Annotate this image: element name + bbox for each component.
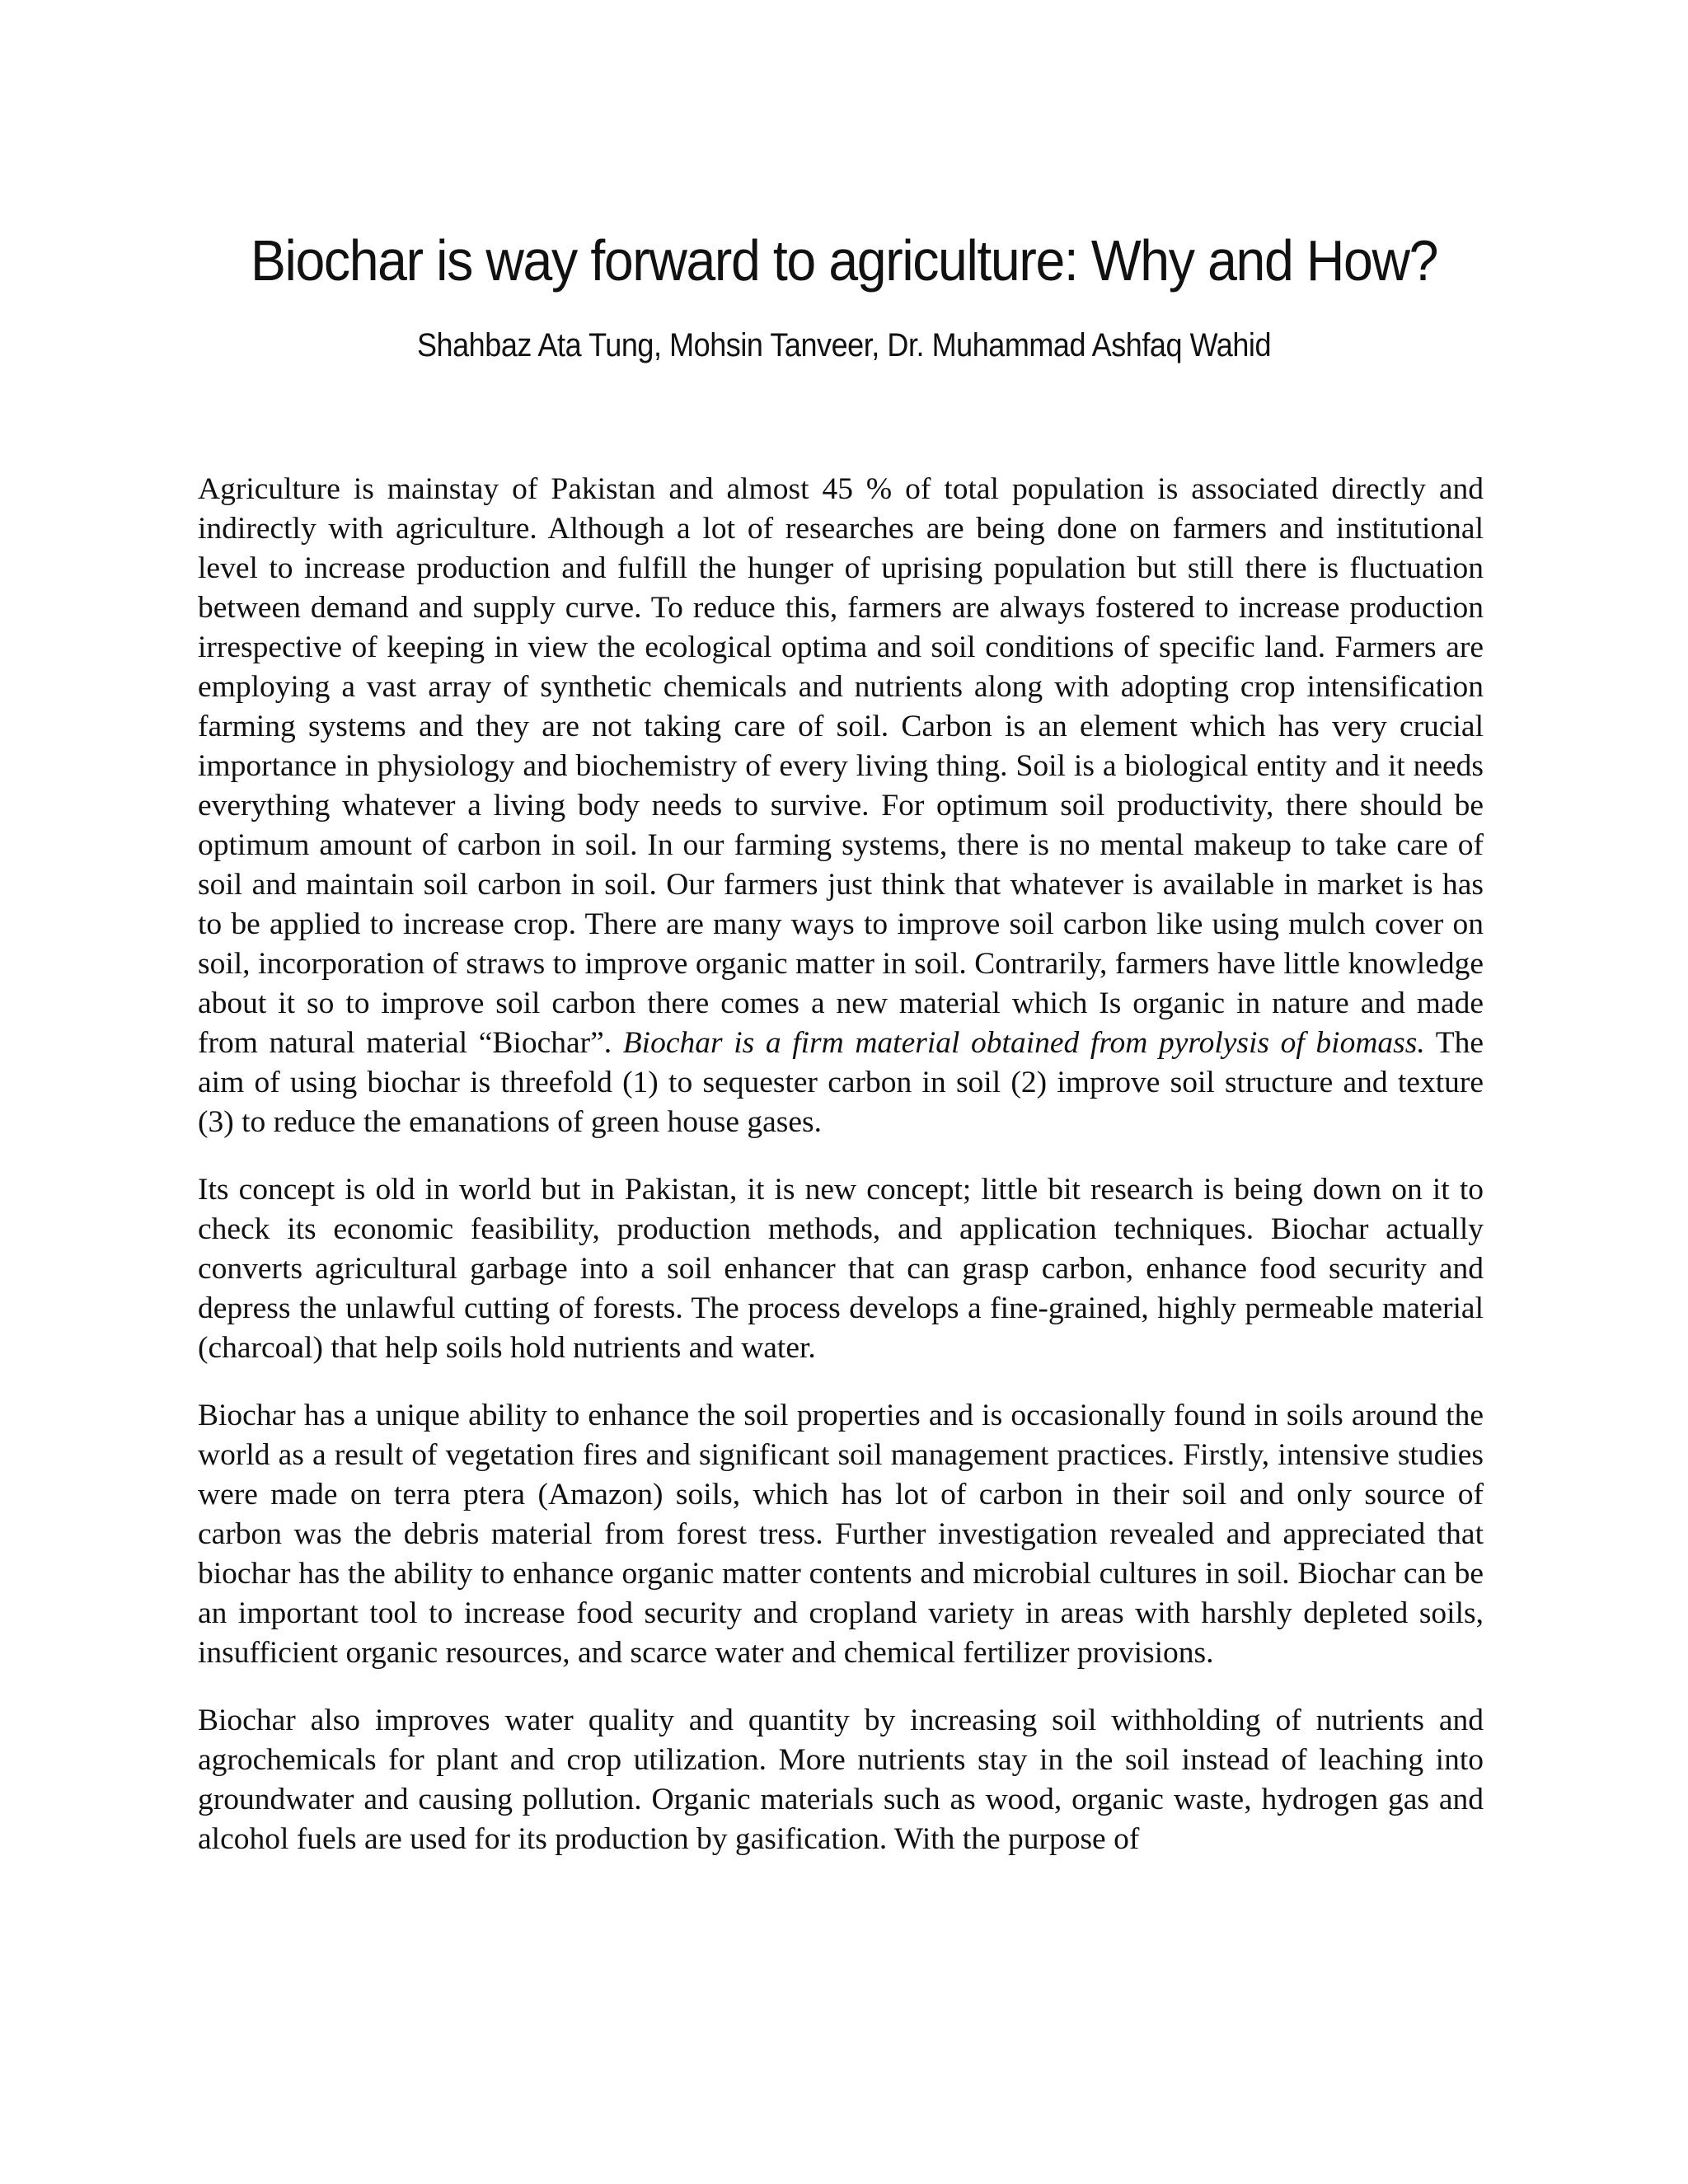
document-title: Biochar is way forward to agriculture: Why and How? [250, 228, 1438, 293]
paragraph-4: Biochar also improves water quality and quantity by increasing soil withholding of nutrients and agrochemicals for plant and crop utilization. More nutrients stay in the soil instead of leaching into groundwater and causing pollution. Organic materials such as wood, organic waste, hydrogen gas and alcohol fuels are used for its production by gasification. With the purpose of [198, 1704, 1484, 1856]
paragraph-1-definition: Biochar is a firm material obtained from pyrolysis of biomass. [622, 1026, 1425, 1060]
author-list: Shahbaz Ata Tung, Mohsin Tanveer, Dr. Muhammad Ashfaq Wahid [416, 327, 1272, 363]
paragraph-3: Biochar has a unique ability to enhance the soil properties and is occasionally found in soils around the world as a result of vegetation fires and significant soil management practices. Firstly, intensive studies were made on terra ptera (Amazon) soils, which has lot of carbon in their soil and only source of carbon was the debris material from forest tress. Further investigation revealed and appreciated that biochar has the ability to enhance organic matter contents and microbial cultures in soil. Biochar can be an important tool to increase food security and cropland variety in areas with harshly depleted soils, insufficient organic resources, and scarce water and chemical fertilizer provisions. [198, 1399, 1484, 1670]
paragraph-2: Its concept is old in world but in Pakistan, it is new concept; little bit research is being down on it to check its economic feasibility, production methods, and application techniques. Biochar actually converts agricultural garbage into a soil enhancer that can grasp carbon, enhance food security and depress the unlawful cutting of forests. The process develops a fine-grained, highly permeable material (charcoal) that help soils hold nutrients and water. [198, 1173, 1484, 1365]
paragraph-1-text-end: The aim of using biochar is threefold (1) to sequester carbon in soil (2) improve soil structure and texture (3) to reduce the emanations of green house gases. [198, 1026, 1484, 1139]
paragraph-1-text: Agriculture is mainstay of Pakistan and almost 45 % of total population is associated directly and indirectly with agriculture. Although a lot of researches are being done on farmers and institutional level to increase production and fulfill the hunger of uprising population but still there is fluctuation between demand and supply curve. To reduce this, farmers are always fostered to increase production irrespective of keeping in view the ecological optima and soil conditions of specific land. Farmers are employing a vast array of synthetic chemicals and nutrients along with adopting crop intensification farming systems and they are not taking care of soil. Carbon is an element which has very crucial importance in physiology and biochemistry of every living thing. Soil is a biological entity and it needs everything whatever a living body needs to survive. For optimum soil productivity, there should be optimum amount of carbon in soil. In our farming systems, there is no mental makeup to take care of soil and maintain soil carbon in soil. Our farmers just think that whatever is available in market is has to be applied to increase crop. There are many ways to improve soil carbon like using mulch cover on soil, incorporation of straws to improve organic matter in soil. Contrarily, farmers have little knowledge about it so to improve soil carbon there comes a new material which Is organic in nature and made from natural material “Biochar”. [198, 472, 1484, 1060]
document-body [198, 470, 1484, 1887]
paragraph-1 [198, 470, 1484, 1142]
